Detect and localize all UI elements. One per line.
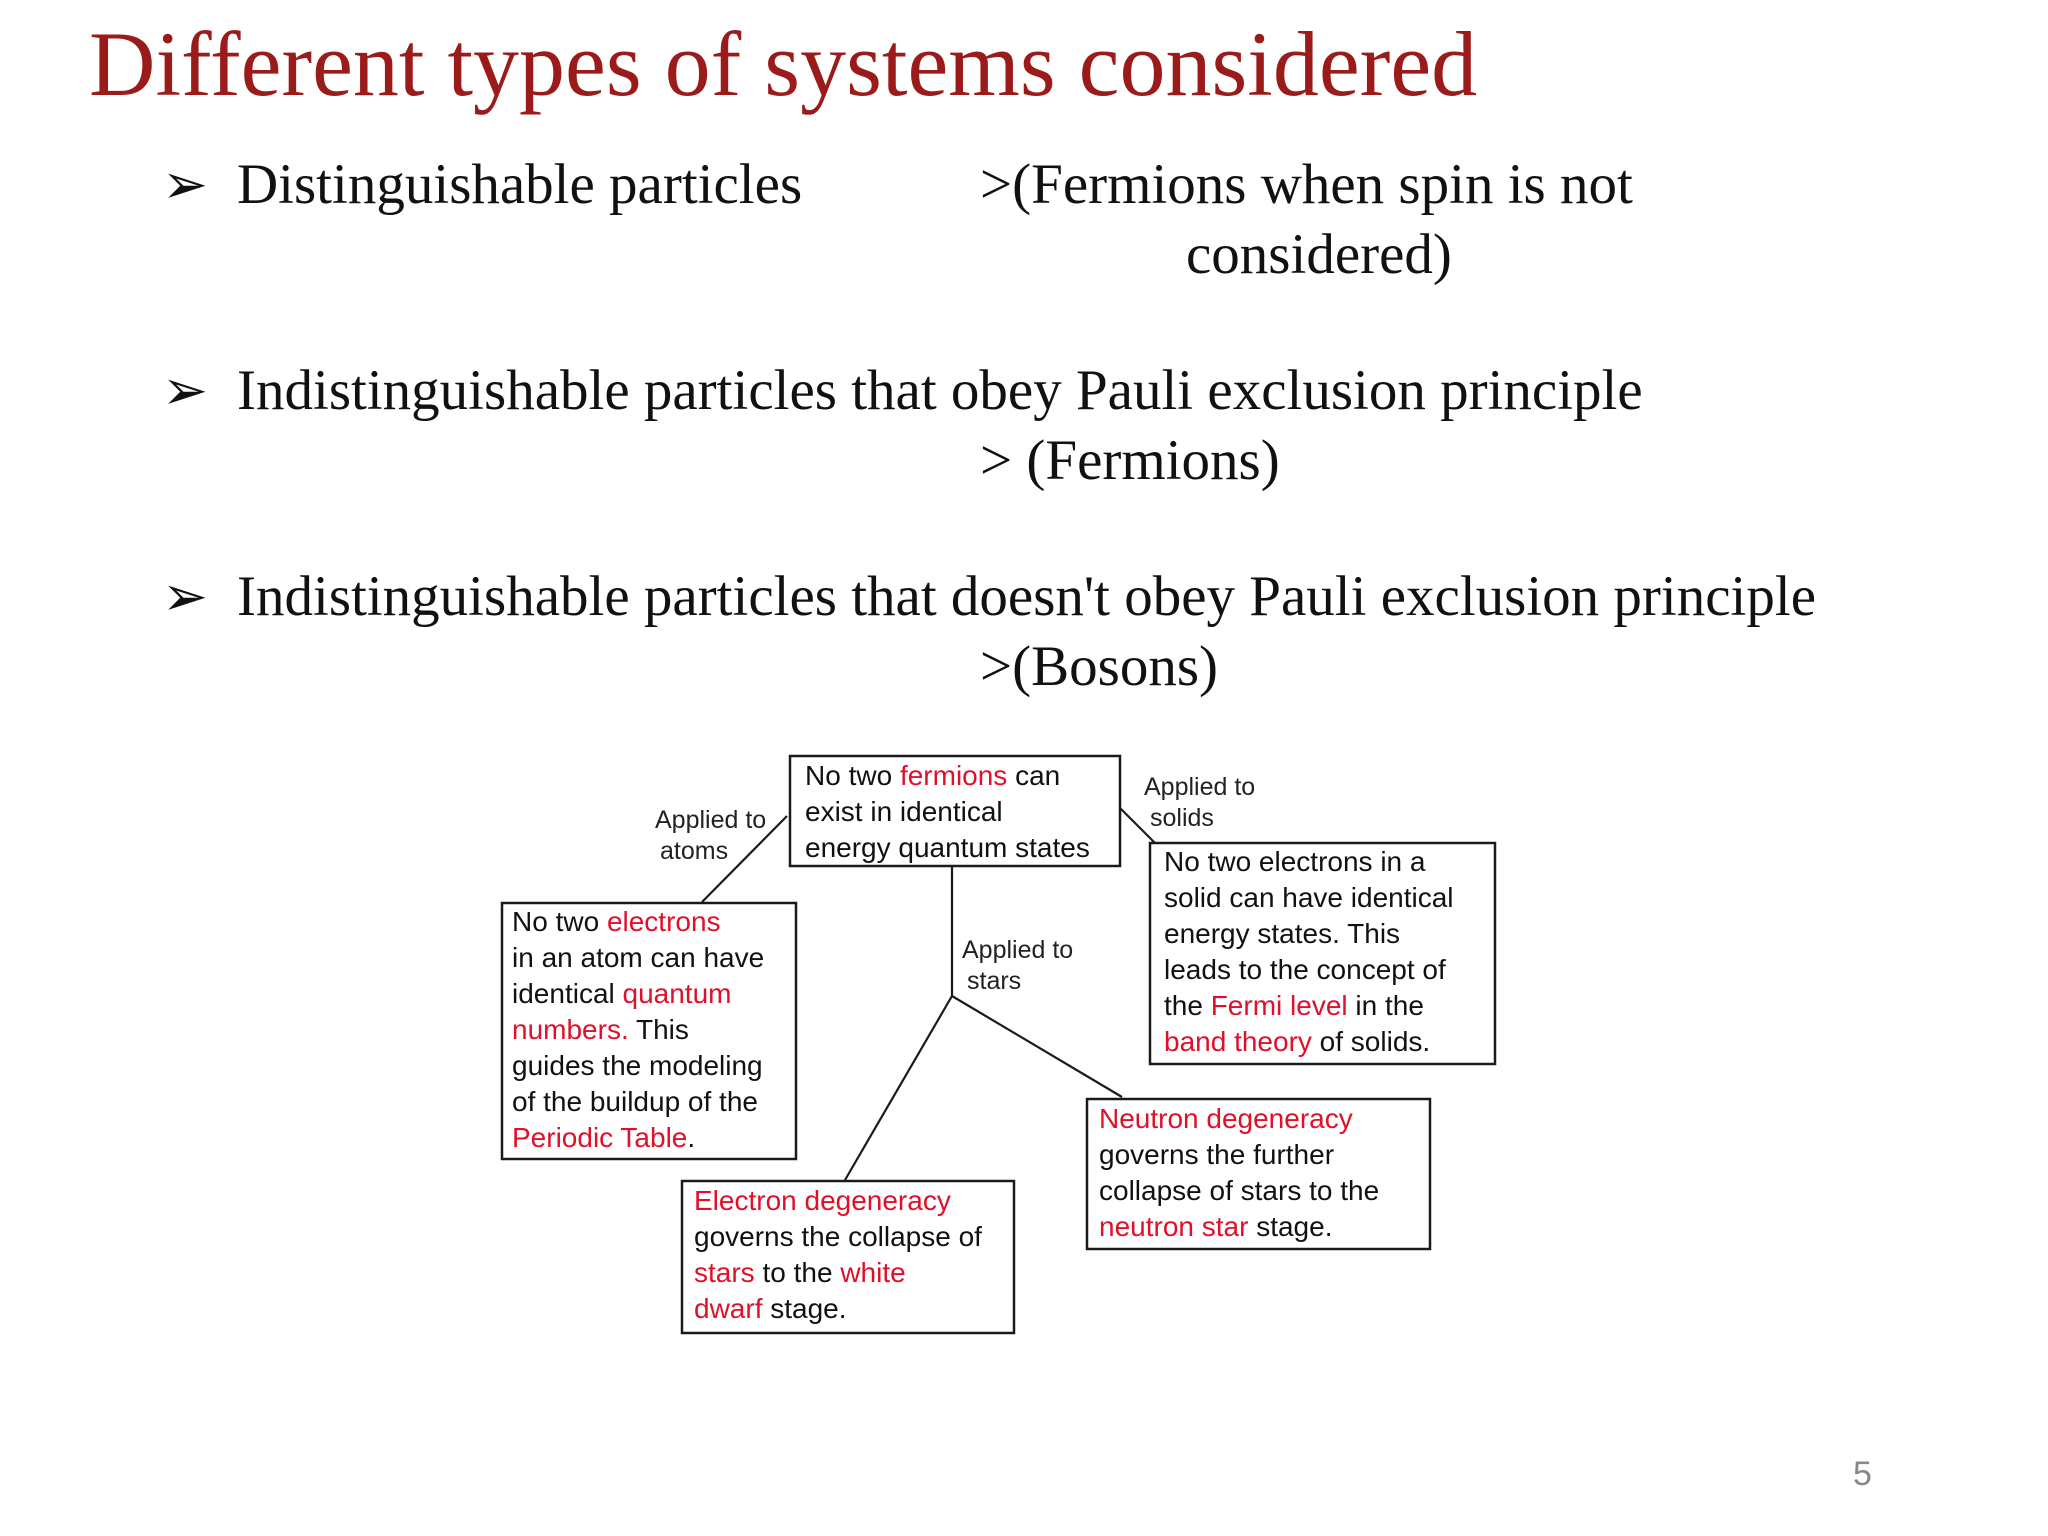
solids-box [1150, 843, 1495, 1064]
arrowhead-bullet-icon: ➢ [162, 360, 209, 421]
svg-text:band theory of solids.: band theory of solids. [1164, 1026, 1431, 1057]
svg-text:neutron star stage.: neutron star stage. [1099, 1211, 1333, 1242]
label-applied-solids [1144, 773, 1255, 832]
svg-text:Periodic Table.: Periodic Table. [512, 1122, 696, 1153]
svg-text:Applied to: Applied to [1144, 773, 1256, 801]
connector-electron [845, 996, 952, 1180]
electron-degeneracy-box [682, 1181, 1014, 1333]
arrowhead-bullet-icon: ➢ [162, 566, 209, 627]
svg-text:governs the collapse of: governs the collapse of [694, 1221, 982, 1252]
svg-text:stars: stars [967, 967, 1022, 995]
center-box [790, 756, 1120, 866]
bullet-text: Indistinguishable particles that obey Pauli exclusion principle [237, 359, 1643, 422]
svg-text:exist in identical: exist in identical [805, 796, 1003, 827]
svg-text:the Fermi level in the: the Fermi level in the [1164, 990, 1424, 1021]
svg-text:No two fermions can: No two fermions can [805, 760, 1061, 791]
svg-text:leads to the concept of: leads to the concept of [1164, 954, 1446, 985]
svg-text:in an atom can have: in an atom can have [512, 942, 765, 973]
svg-text:Applied to: Applied to [655, 806, 767, 834]
label-applied-stars [962, 936, 1073, 995]
svg-text:solid can have identical: solid can have identical [1164, 882, 1454, 913]
svg-text:numbers. This: numbers. This [512, 1014, 689, 1045]
svg-text:energy states. This: energy states. This [1164, 918, 1401, 949]
slide-title: Different types of systems considered [89, 13, 1478, 115]
svg-text:energy quantum states: energy quantum states [805, 832, 1090, 863]
svg-text:Electron degeneracy: Electron degeneracy [694, 1185, 951, 1216]
arrowhead-bullet-icon: ➢ [162, 154, 209, 215]
svg-text:collapse of stars to the: collapse of stars to the [1099, 1175, 1380, 1206]
svg-text:stars to the white: stars to the white [694, 1257, 906, 1288]
svg-text:solids: solids [1150, 804, 1214, 832]
neutron-degeneracy-box [1087, 1099, 1430, 1249]
bullet-note-continued: considered) [1186, 223, 1452, 286]
page-number: 5 [1853, 1455, 1872, 1493]
svg-text:Neutron degeneracy: Neutron degeneracy [1099, 1103, 1353, 1134]
svg-text:guides the modeling: guides the modeling [512, 1050, 763, 1081]
bullet-text: Indistinguishable particles that doesn't obey Pauli exclusion principle [237, 565, 1817, 628]
svg-text:No two electrons in a: No two electrons in a [1164, 846, 1426, 877]
label-applied-atoms [655, 806, 766, 865]
atoms-box [502, 903, 796, 1159]
bullet-note: > (Fermions) [980, 429, 1280, 492]
svg-text:Applied to: Applied to [962, 936, 1074, 964]
svg-text:governs the further: governs the further [1099, 1139, 1335, 1170]
svg-text:No two electrons: No two electrons [512, 906, 721, 937]
bullet-note: >(Bosons) [980, 635, 1218, 698]
svg-text:of the buildup of the: of the buildup of the [512, 1086, 758, 1117]
svg-text:identical quantum: identical quantum [512, 978, 732, 1009]
svg-text:atoms: atoms [660, 837, 729, 865]
bullet-text: Distinguishable particles [237, 153, 803, 216]
connector-neutron [952, 996, 1122, 1097]
bullet-note: >(Fermions when spin is not [980, 153, 1633, 216]
svg-text:dwarf stage.: dwarf stage. [694, 1293, 847, 1324]
